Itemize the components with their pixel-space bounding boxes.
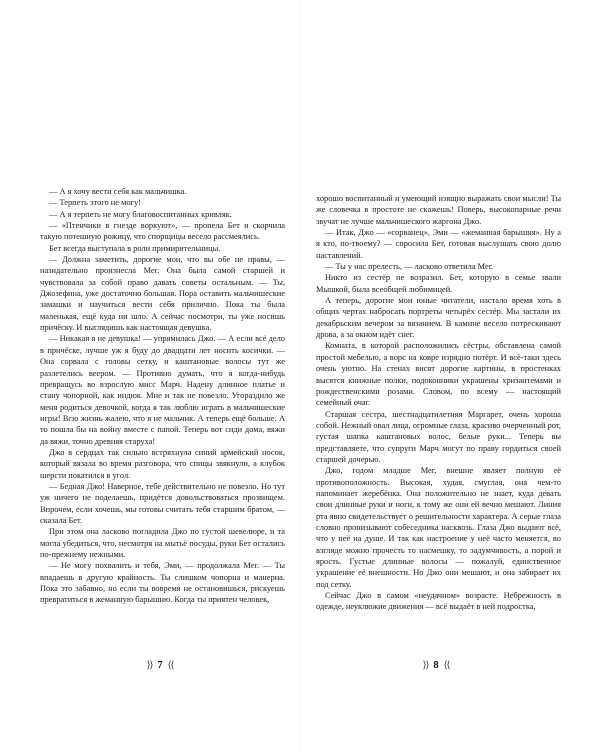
- paragraph: хорошо воспитанный и умеющий изящно выражать свои мысли! Ты же словечка в простоте не скажешь! Поверь, высокопарные речи звучат не лучше мальчишеского жаргона Джо.: [316, 194, 561, 226]
- ornament-left-icon: ⟩⟩: [146, 659, 153, 671]
- paragraph: А теперь, дорогие мои юные читатели, настало время хоть в общих чертах набросать портреты четырёх сестёр. Мы застали их декабрьским вечером за вязанием. В камине весело потрескивают дрова, а за окном идёт снег.: [316, 296, 561, 340]
- paragraph: — Не могу похвалить и тебя, Эми, — продолжала Мег. — Ты впадаешь в другую крайность. Ты слишком чопорна и манерна. Пока это забавно, но если ты вовремя не остановишься, рискуешь превратиться в жеманную барышню. Когда ты приятен человек,: [40, 561, 285, 605]
- paragraph: Бет всегда выступала в роли примирительницы.: [49, 243, 221, 253]
- paragraph: — Никакая я не девушка! — упрямилась Джо. — А если всё дело в причёске, лучше уж я буду до двадцати лет носить косички. — Она сорвала с головы сетку, и каштановые волосы тут же разлетелись веером. — Противно думать, что я когда-нибудь превращусь во взрослую мисс Марч. Надену длинное платье и стану чопорной, как индюк. Мне и так не повезло. Угораздило же меня родиться девочкой, когда я так люблю играть в мальчишеские игры! Всю жизнь жалею, что я не мальчик. А теперь ещё больше. А то пошла бы на войну вместе с папой. Теперь вот сиди дома, вяжи да вяжи, точно древняя старуха!: [40, 334, 285, 446]
- ornament-right-icon: ⟨⟨: [167, 659, 174, 671]
- paragraph: — А я терпеть не могу благовоспитанных кривляк.: [49, 209, 232, 219]
- paragraph: Никто из сестёр не возразил. Бет, которую в семье звали Мышкой, была всеобщей любимицей.: [316, 273, 561, 294]
- paragraph: При этом она ласково погладила Джо по густой шевелюре, и та могла убедиться, что, несмотря на мытьё посуды, руки Бет остались по-прежнему нежными.: [40, 527, 285, 559]
- paragraph: — Бедная Джо! Наверное, тебе действительно не повезло. Но тут уж ничего не поделаешь, придётся довольствоваться прозвищем. Впрочем, если хочешь, мы готовы считать тебя старшим братом, — сказала Бет.: [40, 481, 285, 525]
- paragraph: Джо, годом младше Мег, внешне являет полную её противоположность. Высокая, худая, смуглая, она чем-то напоминает жеребёнка. Она положительно не знает, куда девать свои длинные руки и ноги, к тому же они ей вечно мешают. Линия рта явно свидетельствует о решительности характера. А серые глаза словно пронизывают собеседника насквозь. Глаза Джо выдают всё, что у неё на душе. И так как настроение у неё часто меняется, во взгляде можно прочесть то насмешку, то задумчивость, а порой и ярость. Густые длинные волосы — пожалуй, единственное украшение её внешности. Но Джо они мешают, и она забирает их под сетку.: [316, 466, 561, 589]
- ornament-right-icon: ⟨⟨: [443, 659, 450, 671]
- left-page-text: [40, 186, 285, 606]
- paragraph: Старшая сестра, шестнадцатилетняя Маргарет, очень хороша собой. Нежный овал лица, огромные глаза, красиво очерченный рот, густая шапка каштановых волос, белые руки... Теперь вы представляете, что супруги Марч могут по праву гордиться своей старшей дочерью.: [316, 409, 561, 464]
- page-number: 7: [157, 659, 163, 671]
- left-page-number: [140, 658, 180, 672]
- paragraph: Джо в сердцах так сильно встряхнула синий армейский носок, который вязала во время разговора, что спицы звякнули, а клубок шерсти покатился в угол.: [40, 447, 285, 480]
- right-page-number: [416, 658, 456, 672]
- paragraph: Комната, в которой расположились сёстры, обставлена самой простой мебелью, а ворс на ковре изрядно потёрт. И всё-таки здесь очень уютно. На стенах висят дорогие картины, в простенках высятся книжные полки, подоконники украшены хризантемами и рождественскими розами. Словом, по всему — настоящий семейный очаг.: [316, 341, 561, 408]
- ornament-left-icon: ⟩⟩: [422, 659, 429, 671]
- paragraph: Сейчас Джо в самом «неудачном» возрасте. Небрежность в одежде, неуклюжие движения — всё выдаёт в ней подростка,: [316, 591, 561, 612]
- page-gutter: [299, 0, 301, 750]
- paragraph: — Ты у нас прелесть, — ласково ответила Мег.: [325, 262, 494, 272]
- paragraph: — Должна заметить, дорогие мои, что вы обе не правы, — назидательно произнесла Мег. Она была самой старшей и чувствовала за собой право давать советы остальным. — Ты, Джозефина, уже достаточно большая. Пора оставить мальчишеские замашки и научиться вести себя прилично. Пока ты была маленькая, ещё куда ни шло. А сейчас посмотри, ты уже носишь причёску. И выглядишь как настоящая девушка.: [40, 255, 285, 333]
- paragraph: — Итак, Джо — «сорванец», Эми — «жеманная барышня». Ну а я кто, по-твоему? — спросила Бет, готовая выслушать свою долю наставлений.: [316, 228, 561, 260]
- paragraph: — Терпеть этого не могу!: [49, 198, 141, 208]
- paragraph: — «Птенчики в гнезде воркуют», — пропела Бет и скорчила такую потешную рожицу, что спорщицы весело рассмеялись.: [40, 221, 285, 242]
- paragraph: — А я хочу вести себя как мальчишка.: [49, 187, 187, 196]
- page-number: 8: [433, 659, 439, 671]
- right-page-text: [316, 193, 561, 613]
